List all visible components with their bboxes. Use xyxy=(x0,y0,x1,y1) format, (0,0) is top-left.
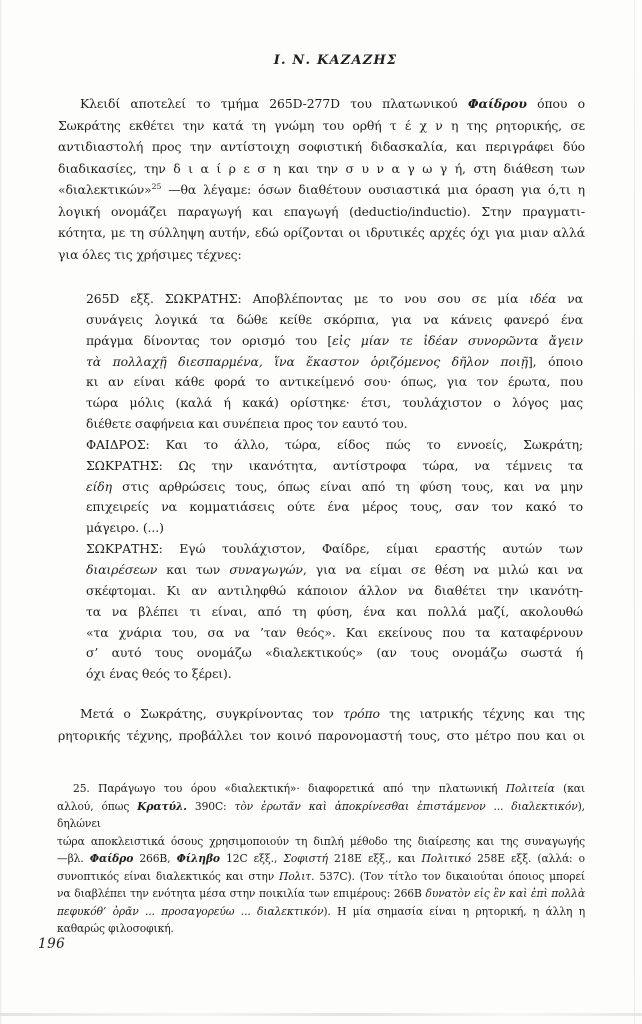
text-line: λογική ονομάζει παραγωγή και επαγωγή (deductio/inductio). Στην πραγματι- xyxy=(58,203,585,219)
text-line: 25. Παράγωγο του όρου «διαλεκτική»· διαφορετικά από την πλατωνική Πολιτεία (και xyxy=(73,782,586,795)
text-line: πεφυκόθ’ ὁρᾶν ... προσαγορεύω ... διαλεκτικόν). Η μία σημασία είναι η ρητορική, η άλλη η xyxy=(57,904,585,918)
text-line: κι αν είναι κάθε φορά το αντικείμενό σου· όπως, για τον έρωτα, που xyxy=(86,374,583,390)
text-line: ΦΑΙΔΡΟΣ: Και το άλλο, τώρα, είδος πώς το εννοείς, Σωκράτη; xyxy=(86,436,583,452)
text-line: για όλες τις χρήσιμες τέχνες: xyxy=(58,246,242,262)
text-line: επιχειρείς να κομματιάσεις ούτε ένα μέρος τους, σαν τον κακό το xyxy=(86,499,583,515)
block-quote-dialogue xyxy=(86,289,583,685)
text-line: κότητα, με τη σύλληψη αυτήν, εδώ ορίζονται οι ιδρυτικές αρχές όχι για μιαν αλλά xyxy=(58,225,585,240)
text-line: ΣΩΚΡΑΤΗΣ: Ως την ικανότητα, αντίστροφα τώρα, να τέμνεις τα xyxy=(86,457,583,473)
footnote-25 xyxy=(57,780,585,938)
text-line: τώρα μόλις (καλά ή κακά) ορίστηκε· έτσι, τουλάχιστον ο λόγος μας xyxy=(86,395,583,411)
text-line: διαιρέσεων και των συναγωγών, για να είμαι σε θέση να μιλώ και να xyxy=(86,561,583,577)
text-line: «τα χνάρια του, σα να ’ταν θεός». Και εκείνους που τα καταφέρνουν xyxy=(86,624,583,640)
running-head-author: Ι. Ν. ΚΑΖΑΖΗΣ xyxy=(273,53,398,68)
text-line: ΣΩΚΡΑΤΗΣ: Εγώ τουλάχιστον, Φαίδρε, είμαι εραστής αυτών των xyxy=(86,541,583,557)
text-line: αντιδιαστολή προς την αντίστοιχη σοφιστική διδασκαλία, και περιγράφει δύο xyxy=(58,139,585,154)
text-line: τώρα αποκλειστικά όσους χρησιμοποιούν τη διπλή μέθοδο της διαίρεσης και της συναγωγής xyxy=(57,834,585,848)
text-line: τὰ πολλαχῇ διεσπαρμένα, ἵνα ἕκαστον ὁριζόμενος δῆλον ποιῇ], όποιο xyxy=(86,353,583,369)
scan-edge-right xyxy=(634,0,635,1024)
text-line: είδη στις αρθρώσεις τους, όπως είναι από τη φύση τους, και να μην xyxy=(86,478,583,494)
scan-edge-left xyxy=(0,0,2,1024)
text-line: σ’ αυτό τους ονομάζω «διαλεκτικούς» (αν τους ονομάζω σωστά ή xyxy=(86,645,583,661)
text-line: «διαλεκτικών»$^{25}$ —θα λέγαμε: όσων διαθέτουν ουσιαστικά μια όραση για ό,τι η xyxy=(58,181,585,197)
text-line: Σωκράτης εκθέτει την κατά τη γνώμη του ορθή τ έ χ ν η της ρητορικής, σε xyxy=(58,117,585,133)
text-line: Κλειδί αποτελεί το τμήμα 265D-277D του πλατωνικού Φαίδρου όπου ο xyxy=(80,96,585,111)
text-line: ρητορικής τέχνης, προβάλλει τον κοινό παρονομαστή τους, στο μέτρο που και οι xyxy=(58,727,585,743)
text-line: πράγμα δίνοντας τον ορισμό του [εἰς μίαν τε ἰδέαν συνορῶντα ἄγειν xyxy=(86,332,583,348)
text-line: όχι ένας θεός το ξέρει). xyxy=(86,666,232,682)
text-line: συνοπτικός είναι διαλεκτικός και στην Πολιτ. 537C). (Τον τίτλο τον δικαιούται όποιος μπορεί xyxy=(57,869,586,883)
text-line: να διαβλέπει την ενότητα μέσα στην ποικιλία των επιμέρους: 266Β δυνατὸν εἰς ἓν καὶ ἐπὶ πολλὰ xyxy=(57,887,585,901)
text-line: μάγειρο. (...) xyxy=(86,520,164,536)
closing-paragraph xyxy=(58,703,585,746)
intro-paragraph xyxy=(58,93,585,265)
text-line: διαδικασίες, την δ ι α ί ρ ε σ η και την σ υ ν α γ ω γ ή, στη διάθεση των xyxy=(58,160,585,176)
text-line: συνάγεις λογικά τα δώθε κείθε σκόρπια, για να κάνεις φανερό ένα xyxy=(86,311,583,327)
text-line: Μετά ο Σωκράτης, συγκρίνοντας τον τρόπο της ιατρικής τέχνης και της xyxy=(80,706,585,721)
text-line: —βλ. Φαίδρο 266Β, Φίληβο 12C εξξ., Σοφιστή 218Ε εξξ., και Πολιτικό 258Ε εξξ. (αλλά: ο xyxy=(57,852,585,866)
text-line: αλλού, όπως Κρατύλ. 390C: τὸν ἐρωτᾶν καὶ ἀποκρίνεσθαι ἐπιστάμενον ... διαλεκτικόν), δηλώνει xyxy=(57,799,585,831)
text-line: καθαρώς φιλοσοφική. xyxy=(57,922,174,936)
text-line: 265D εξξ. ΣΩΚΡΑΤΗΣ: Αποβλέποντας με το νου σου σε μία ιδέα να xyxy=(86,291,584,306)
scan-edge-bottom xyxy=(0,1013,642,1016)
page-number: 196 xyxy=(38,936,66,952)
text-line: διέθετε σαφήνεια και συνέπεια προς τον εαυτό του. xyxy=(86,416,408,432)
text-line: τα να βλέπει τι είναι, από τη φύση, ένα και πολλά μαζί, ακολουθώ xyxy=(86,603,583,619)
text-line: σκέφτομαι. Κι αν αντιληφθώ κάποιον άλλον να διαθέτει την ικανότη- xyxy=(86,582,583,598)
